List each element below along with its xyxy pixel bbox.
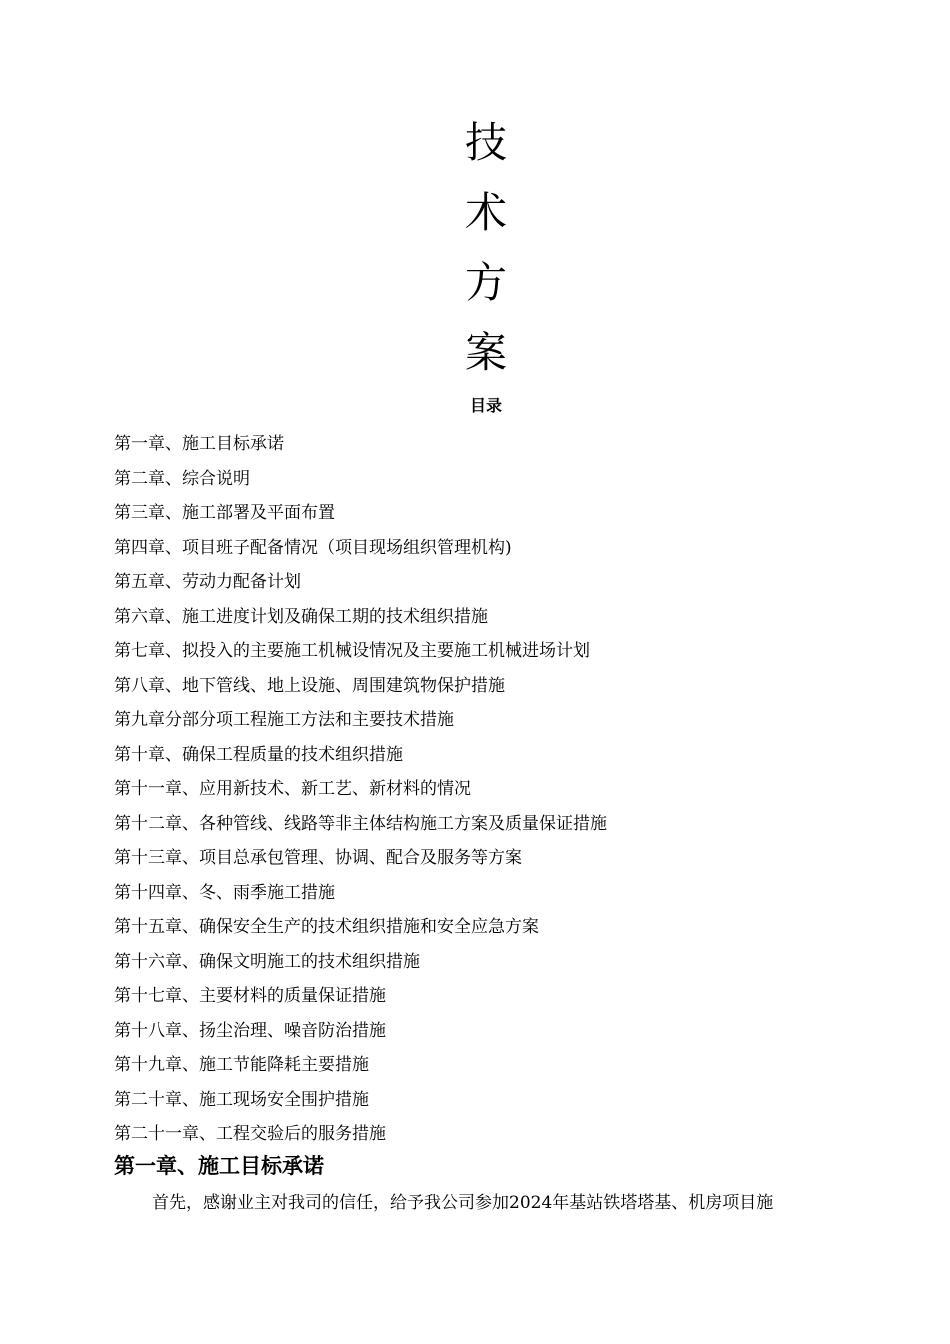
toc-item: 第十六章、确保文明施工的技术组织措施	[114, 951, 420, 972]
toc-item: 第十九章、施工节能降耗主要措施	[114, 1055, 369, 1075]
toc-item: 第十八章、扬尘治理、噪音防治措施	[114, 1020, 386, 1041]
chapter-heading: 第一章、施工目标承诺	[114, 1154, 324, 1178]
document-title	[0, 108, 950, 388]
toc-item: 第十二章、各种管线、线路等非主体结构施工方案及质量保证措施	[114, 813, 607, 834]
toc-item: 第五章、劳动力配备计划	[114, 572, 301, 592]
toc-item: 第二十一章、工程交验后的服务措施	[114, 1124, 386, 1144]
body-paragraph: 首先，感谢业主对我司的信任，给予我公司参加2024年基站铁塔塔基、机房项目施	[152, 1193, 774, 1213]
toc-item: 第四章、项目班子配备情况（项目现场组织管理机构)	[114, 537, 512, 558]
toc-item: 第二十章、施工现场安全围护措施	[114, 1089, 369, 1110]
toc-item: 第十章、确保工程质量的技术组织措施	[114, 744, 403, 765]
toc-item: 第十三章、项目总承包管理、协调、配合及服务等方案	[114, 848, 522, 868]
toc-item: 第一章、施工目标承诺	[114, 434, 284, 454]
title-char: 术	[464, 188, 507, 237]
toc-item: 第八章、地下管线、地上设施、周围建筑物保护措施	[114, 675, 505, 696]
toc-item: 第十七章、主要材料的质量保证措施	[114, 986, 386, 1006]
toc-item: 第十一章、应用新技术、新工艺、新材料的情况	[114, 779, 471, 799]
toc-heading: 目录	[469, 396, 502, 415]
toc-item: 第二章、综合说明	[114, 468, 250, 489]
toc-item: 第十五章、确保安全生产的技术组织措施和安全应急方案	[114, 917, 539, 937]
title-char: 技	[464, 118, 507, 167]
toc-item: 第九章分部分项工程施工方法和主要技术措施	[114, 710, 454, 730]
toc-item: 第十四章、冬、雨季施工措施	[114, 882, 335, 903]
title-char: 案	[464, 328, 507, 377]
toc-item: 第六章、施工进度计划及确保工期的技术组织措施	[114, 606, 488, 627]
toc-item: 第三章、施工部署及平面布置	[114, 503, 335, 523]
table-of-contents	[114, 427, 607, 1152]
title-char: 方	[464, 258, 507, 307]
toc-item: 第七章、拟投入的主要施工机械设情况及主要施工机械进场计划	[114, 641, 590, 661]
